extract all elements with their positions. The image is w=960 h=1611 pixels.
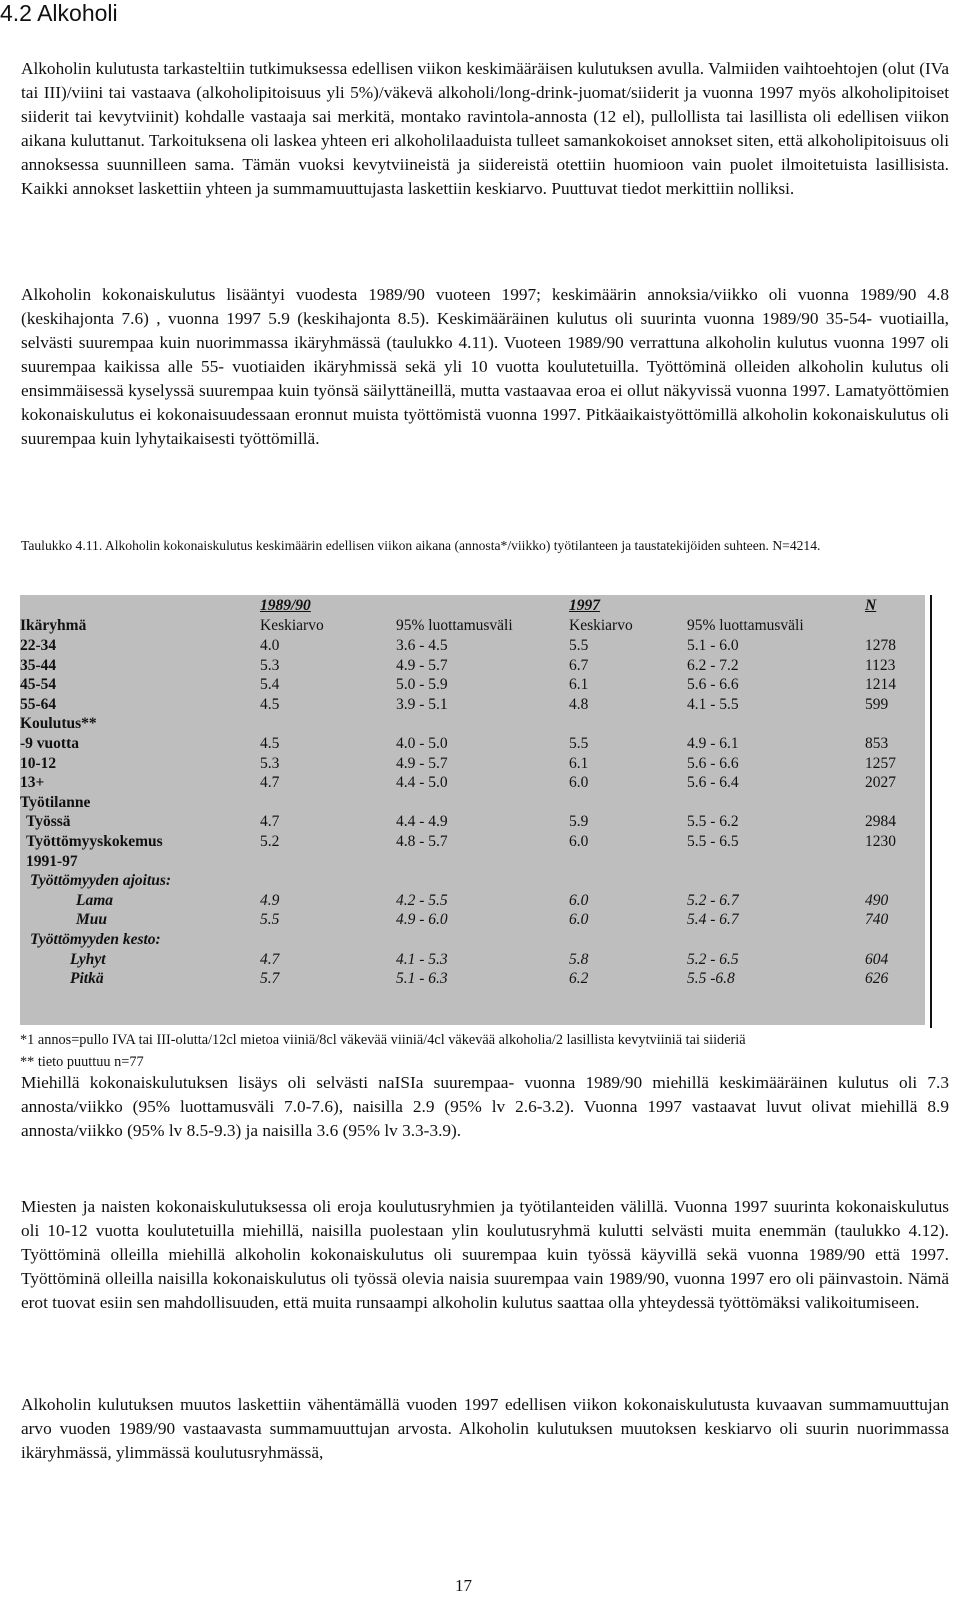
table-cell-m1: 4.5 <box>260 735 280 752</box>
header-year-2: 1997 <box>569 597 600 614</box>
paragraph-intro: Alkoholin kulutusta tarkasteltiin tutkimuksessa edellisen viikon keskimääräisen kulutuksen avulla. Valmiiden vaihtoehtojen (olut (IVa tai III)/viini tai vastaava (alkoholipitoisuus yli 5%)/väkevä alkoholi/long-drink-juomat/siiderit ja vuonna 1997 myös alkoholipitoiset siiderit tai kevytviinit) kohdalle vastaaja sai merkitä, montako ravintola-annosta (12 el), pullollista tai lasillista oli edellisen viikon aikana kuluttanut. Tarkoituksena oli laskea yhteen eri alkoholilaaduista tulleet samankokoiset annokset siten, että alkoholipitoisuus oli annoksessa suunnilleen sama. Tämän vuoksi kevytviineistä ja siidereistä otettiin huomioon vain puolet ilmoitetuista lasillisista. Kaikki annokset laskettiin yhteen ja summamuuttujasta laskettiin keskiarvo. Puuttuvat tiedot merkittiin nolliksi. <box>21 59 949 198</box>
table-cell-m1: 5.4 <box>260 676 280 694</box>
table-cell-ci2: 5.2 - 6.7 <box>687 891 739 909</box>
table-cell-ci1: 4.0 - 5.0 <box>396 735 448 752</box>
table-row-label: Työtilanne <box>20 793 91 811</box>
table-row-label: 1991-97 <box>26 852 78 870</box>
table-cell-ci2: 5.6 - 6.6 <box>687 676 739 694</box>
table-cell-n: 2027 <box>865 774 896 792</box>
paragraph-total-consumption: Alkoholin kokonaiskulutus lisääntyi vuodesta 1989/90 vuoteen 1997; keskimäärin annoksia/viikko oli vuonna 1989/90 4.8 (keskihajonta 7.6) , vuonna 1997 5.9 (keskihajonta 8.5). Keskimääräinen kulutus oli suurinta vuonna 1989/90 35-54- vuotiailla, selvästi suurempaa kuin nuorimmassa ikäryhmässä (taulukko 4.11). Vuoteen 1989/90 verrattuna alkoholin kulutus vuonna 1997 oli suurempaa kaikissa alle 55- vuotiaiden ikäryhmissä sekä yli 10 vuotta koulutetuilla. Työttöminä olleiden alkoholin kulutus oli ensimmäisessä kyselyssä suurempaa kuin työnsä säilyttäneillä, mutta vastaavaa eroa ei ollut näkyvissä vuonna 1997. Lamatyöttömien kokonaiskulutus ei kokonaisuudessaan eronnut muista työttömistä vuonna 1997. Pitkäaikaistyöttömillä alkoholin kokonaiskulutus oli suurempaa kuin lyhytaikaisesti työttömillä. <box>21 285 949 448</box>
table-cell-m2: 5.8 <box>569 950 589 968</box>
table-cell-n: 599 <box>865 695 889 713</box>
table-cell-n: 1257 <box>865 754 896 772</box>
table-cell-ci2: 4.9 - 6.1 <box>687 735 739 752</box>
table-caption: Taulukko 4.11. Alkoholin kokonaiskulutus keskimäärin edellisen viikon aikana (annosta*/viikko) työtilanteen ja taustatekijöiden suhteen. N=4214. <box>21 538 821 553</box>
table-row-label: 55-64 <box>20 695 57 713</box>
table-cell-m1: 4.7 <box>260 950 280 968</box>
table-cell-n: 740 <box>865 911 889 929</box>
table-cell-ci1: 4.8 - 5.7 <box>396 833 448 850</box>
header-mean-2: Keskiarvo <box>569 617 633 634</box>
table-cell-n: 490 <box>865 891 889 909</box>
table-cell-n: 1214 <box>865 676 896 694</box>
table-cell-m1: 5.3 <box>260 754 280 772</box>
table-cell-m2: 5.5 <box>569 637 589 654</box>
table-row-label: Lyhyt <box>70 950 106 968</box>
header-ci-1: 95% luottamusväli <box>396 617 513 634</box>
table-cell-m1: 5.5 <box>260 911 280 929</box>
table-cell-m2: 6.7 <box>569 656 589 674</box>
table-row-label: 22-34 <box>20 637 57 654</box>
table-cell-m1: 4.0 <box>260 637 280 654</box>
table-cell-ci2: 5.4 - 6.7 <box>687 911 739 929</box>
section-heading: 4.2 Alkoholi <box>0 0 118 26</box>
table-cell-m2: 5.5 <box>569 735 589 752</box>
table-row-label: Työttömyyden ajoitus: <box>30 872 172 890</box>
consumption-table <box>20 595 925 1025</box>
table-cell-m2: 6.0 <box>569 774 589 792</box>
header-mean-1: Keskiarvo <box>260 617 324 634</box>
table-cell-n: 604 <box>865 950 889 968</box>
page-number: 17 <box>455 1576 472 1595</box>
table-cell-m1: 5.7 <box>260 970 280 988</box>
table-cell-m2: 6.1 <box>569 676 589 694</box>
table-cell-ci1: 4.1 - 5.3 <box>396 950 448 968</box>
table-cell-ci1: 3.9 - 5.1 <box>396 695 448 713</box>
table-cell-n: 2984 <box>865 813 896 831</box>
table-cell-n: 1123 <box>865 656 896 674</box>
table-row-label: Työssä <box>26 813 71 831</box>
table-cell-m1: 4.7 <box>260 774 280 792</box>
footnote-missing-data: ** tieto puuttuu n=77 <box>20 1054 144 1070</box>
table-cell-ci1: 5.0 - 5.9 <box>396 676 448 694</box>
table-cell-ci1: 4.9 - 6.0 <box>396 911 448 929</box>
table-cell-m2: 6.0 <box>569 891 589 909</box>
table-cell-m1: 5.2 <box>260 833 280 850</box>
table-cell-ci1: 4.9 - 5.7 <box>396 656 448 674</box>
table-row-label: 45-54 <box>20 676 57 694</box>
table-cell-ci2: 5.6 - 6.6 <box>687 754 739 772</box>
table-cell-m2: 4.8 <box>569 695 589 713</box>
table-cell-ci1: 4.4 - 5.0 <box>396 774 448 792</box>
table-cell-ci2: 5.2 - 6.5 <box>687 950 739 968</box>
paragraph-consumption-change: Alkoholin kulutuksen muutos laskettiin vähentämällä vuoden 1997 edellisen viikon kokonaiskulutusta kuvaavan summamuuttujan arvo vuoden 1989/90 vastaavasta summamuuttujan arvosta. Alkoholin kulutuksen muutoksen keskiarvo oli suurin nuorimmassa ikäryhmässä, ylimmässä koulutusryhmässä, <box>21 1395 949 1462</box>
table-cell-ci2: 6.2 - 7.2 <box>687 656 739 674</box>
table-row-label: 35-44 <box>20 656 57 674</box>
table-cell-m1: 4.5 <box>260 695 280 713</box>
table-cell-ci2: 4.1 - 5.5 <box>687 695 739 713</box>
table-cell-m1: 4.7 <box>260 813 280 831</box>
header-year-1: 1989/90 <box>260 597 311 614</box>
table-cell-m2: 5.9 <box>569 813 589 831</box>
table-cell-n: 626 <box>865 970 889 988</box>
table-row-label: Työttömyyden kesto: <box>30 931 161 948</box>
header-n: N <box>865 597 877 614</box>
table-cell-ci2: 5.1 - 6.0 <box>687 637 739 654</box>
table-cell-m2: 6.0 <box>569 911 589 929</box>
table-cell-ci2: 5.5 -6.8 <box>687 970 735 988</box>
table-row-label: 13+ <box>20 774 45 792</box>
table-row-label: -9 vuotta <box>20 735 79 752</box>
table-cell-m1: 4.9 <box>260 891 280 909</box>
footnote-portion-definition: *1 annos=pullo IVA tai III-olutta/12cl mietoa viiniä/8cl väkevää viiniä/4cl väkevää alkoholia/2 lasillista kevytviiniä tai siideriä <box>20 1032 746 1048</box>
table-cell-m2: 6.1 <box>569 754 589 772</box>
paragraph-men-vs-women: Miehillä kokonaiskulutuksen lisäys oli selvästi naISIa suurempaa- vuonna 1989/90 miehillä keskimääräinen kulutus oli 7.3 annosta/viikko (95% luottamusväli 7.0-7.6), naisilla 2.9 (95% lv 2.6-3.2). Vuonna 1997 vastaavat luvut olivat miehillä 8.9 annosta/viikko (95% lv 8.5-9.3) ja naisilla 3.6 (95% lv 3.3-3.9). <box>21 1073 949 1140</box>
table-row-label: Lama <box>76 891 114 909</box>
header-age-group: Ikäryhmä <box>20 617 87 634</box>
table-row-label: Koulutus** <box>20 715 97 733</box>
header-ci-2: 95% luottamusväli <box>687 617 804 634</box>
table-cell-ci2: 5.6 - 6.4 <box>687 774 739 792</box>
table-row-label: Työttömyyskokemus <box>26 833 163 850</box>
table-cell-m2: 6.2 <box>569 970 589 988</box>
table-cell-ci1: 3.6 - 4.5 <box>396 637 448 654</box>
paragraph-education-employment: Miesten ja naisten kokonaiskulutuksessa oli eroja koulutusryhmien ja työtilanteiden välillä. Vuonna 1997 suurinta kokonaiskulutus oli 10-12 vuotta koulutetuilla miehillä, naisilla puolestaan ylin koulutusryhmä kulutti selvästi muita enemmän (taulukko 4.12). Työttöminä olleilla miehillä alkoholin kokonaiskulutus oli suurempaa kuin työssä käyvillä sekä vuonna 1989/90 että 1997. Työttöminä olleilla naisilla kokonaiskulutus oli työssä olevia naisia suurempaa vain 1989/90, vuonna 1997 ero oli päinvastoin. Nämä erot tuovat esiin sen mahdollisuuden, että muita runsaampi alkoholin kulutus saattaa olla yhteydessä työttömäksi valikoitumiseen. <box>21 1197 949 1312</box>
table-row-label: 10-12 <box>20 754 57 772</box>
table-cell-ci2: 5.5 - 6.5 <box>687 833 739 850</box>
table-cell-ci1: 4.2 - 5.5 <box>396 891 448 909</box>
table-cell-n: 1278 <box>865 637 896 654</box>
table-cell-ci1: 5.1 - 6.3 <box>396 970 448 988</box>
table-cell-m2: 6.0 <box>569 833 589 850</box>
table-row-label: Muu <box>76 911 108 929</box>
table-right-border <box>930 595 932 1028</box>
table-cell-m1: 5.3 <box>260 656 280 674</box>
table-cell-n: 1230 <box>865 833 896 850</box>
table-cell-ci2: 5.5 - 6.2 <box>687 813 739 831</box>
table-row-label: Pitkä <box>70 970 104 988</box>
table-cell-ci1: 4.9 - 5.7 <box>396 754 448 772</box>
table-cell-n: 853 <box>865 735 889 752</box>
table-cell-ci1: 4.4 - 4.9 <box>396 813 448 831</box>
